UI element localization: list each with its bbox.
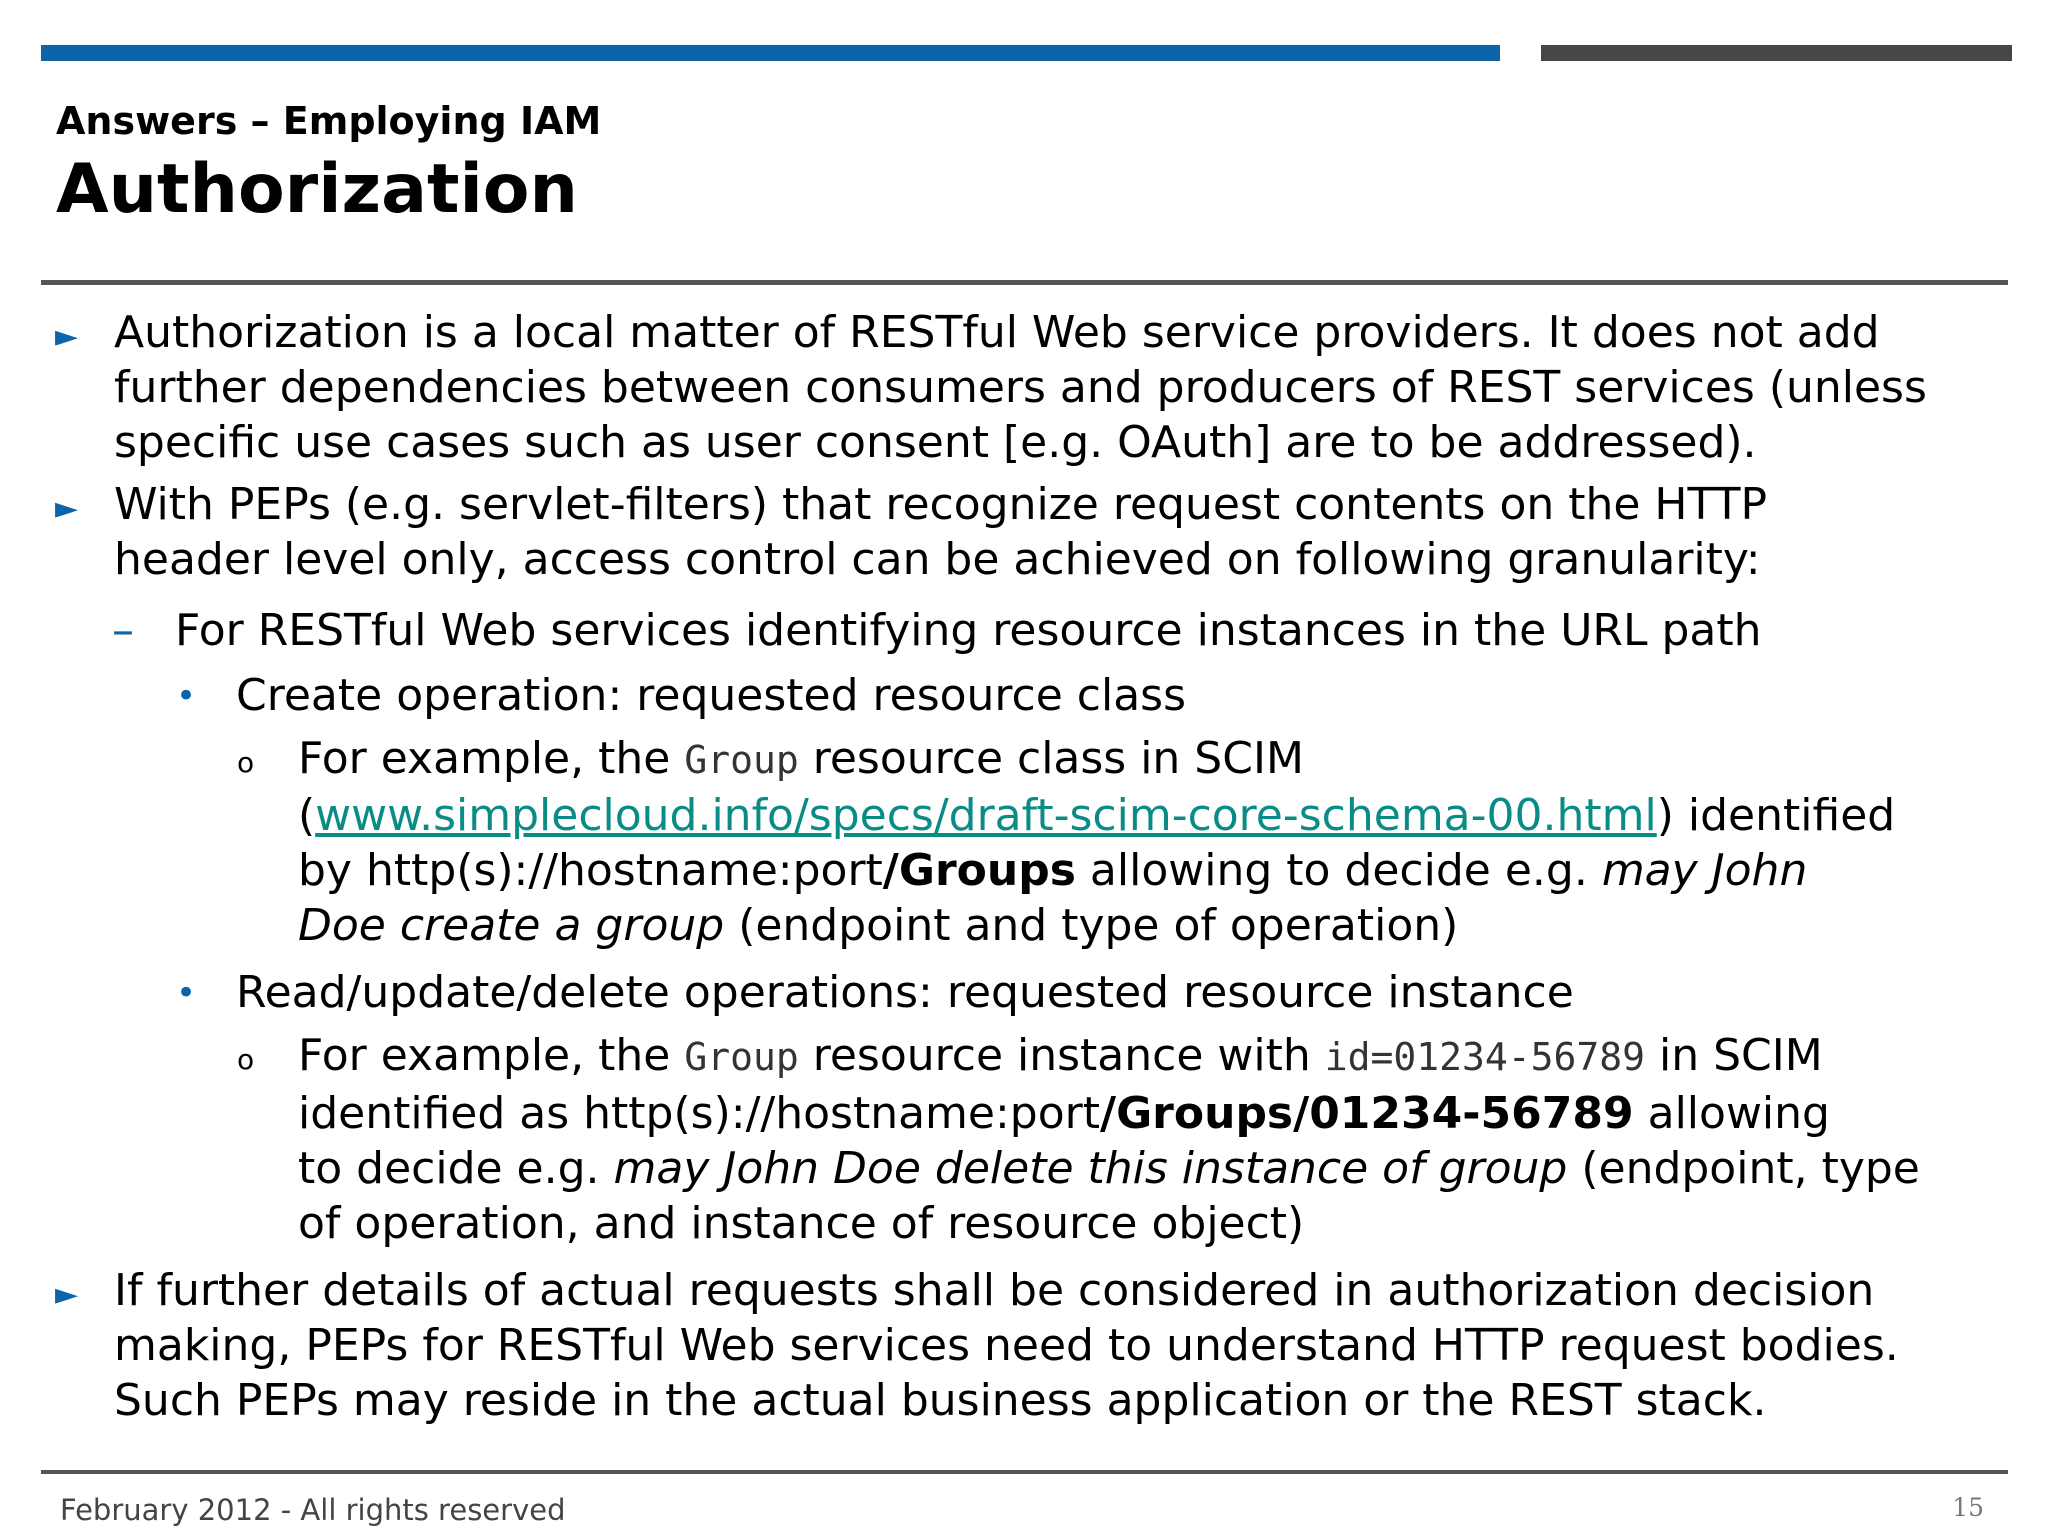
text: allowing [1647, 1088, 1830, 1139]
text: in SCIM [1659, 1030, 1823, 1081]
create-example-line-3 [298, 843, 1807, 899]
italic-text: may John Doe delete this instance of group [613, 1143, 1568, 1194]
rud-operation-label: Read/update/delete operations: requested resource instance [236, 967, 1574, 1018]
page-number: 15 [1952, 1493, 1984, 1522]
footer-copyright: February 2012 - All rights reserved [60, 1493, 566, 1527]
bullet-triangle-icon: ► [55, 491, 79, 526]
text: resource instance with [812, 1030, 1311, 1081]
slide-title: Authorization [56, 150, 578, 229]
text: (endpoint and type of operation) [738, 900, 1459, 951]
header-bar-blue [41, 45, 1500, 61]
text: For example, the [298, 733, 671, 784]
bullet-3-line-1: If further details of actual requests shall be considered in authorization decision [114, 1265, 1875, 1316]
bullet-2-line-1: With PEPs (e.g. servlet-filters) that recognize request contents on the HTTP [114, 479, 1768, 530]
create-example-line-2 [298, 788, 1895, 844]
create-example-line-1 [298, 731, 1304, 788]
text: by http(s)://hostname:port [298, 845, 883, 896]
sub-bullet-rest-url-path: For RESTful Web services identifying resource instances in the URL path [175, 605, 1762, 656]
bullet-1-line-3: specific use cases such as user consent [e.g. OAuth] are to be addressed). [114, 417, 1757, 468]
text: (endpoint, type [1581, 1143, 1920, 1194]
italic-text: Doe create a group [298, 900, 725, 951]
text: For example, the [298, 1030, 671, 1081]
text: ( [298, 790, 316, 841]
dot-marker-icon: • [176, 676, 197, 716]
code-group: Group [684, 1035, 799, 1079]
rud-example-line-2 [298, 1086, 1830, 1142]
create-example-line-4 [298, 898, 1458, 954]
code-id: id=01234-56789 [1324, 1035, 1646, 1079]
circle-marker-icon: o [237, 746, 255, 779]
rud-example-line-4: of operation, and instance of resource object) [298, 1198, 1305, 1249]
bullet-2-line-2: header level only, access control can be achieved on following granularity: [114, 534, 1761, 585]
italic-text: may John [1601, 845, 1808, 896]
text: identified as http(s)://hostname:port [298, 1088, 1100, 1139]
bullet-1-line-1: Authorization is a local matter of RESTful Web service providers. It does not add [114, 307, 1880, 358]
rud-example-line-1 [298, 1028, 1823, 1085]
groups-path: /Groups [882, 845, 1076, 896]
dash-marker-icon: – [112, 605, 134, 656]
circle-marker-icon: o [237, 1043, 255, 1076]
title-divider [41, 280, 2008, 285]
bullet-3-line-2: making, PEPs for RESTful Web services need to understand HTTP request bodies. [114, 1320, 1899, 1371]
groups-instance-path: /Groups/01234-56789 [1100, 1088, 1634, 1139]
code-group: Group [684, 738, 799, 782]
rud-example-line-3 [298, 1141, 1920, 1197]
bullet-1-line-2: further dependencies between consumers and producers of REST services (unless [114, 362, 1927, 413]
dot-marker-icon: • [176, 973, 197, 1013]
text: to decide e.g. [298, 1143, 600, 1194]
bullet-triangle-icon: ► [55, 319, 79, 354]
text: ) identified [1656, 790, 1896, 841]
bullet-triangle-icon: ► [55, 1277, 79, 1312]
text: allowing to decide e.g. [1089, 845, 1588, 896]
scim-spec-link[interactable]: www.simplecloud.info/specs/draft-scim-core-schema-00.html [315, 790, 1657, 841]
create-operation-label: Create operation: requested resource class [236, 670, 1187, 721]
footer-divider [41, 1470, 2008, 1474]
slide-subtitle: Answers – Employing IAM [56, 99, 602, 143]
header-bar-dark [1541, 45, 2012, 61]
text: resource class in SCIM [812, 733, 1304, 784]
bullet-3-line-3: Such PEPs may reside in the actual business application or the REST stack. [114, 1375, 1767, 1426]
